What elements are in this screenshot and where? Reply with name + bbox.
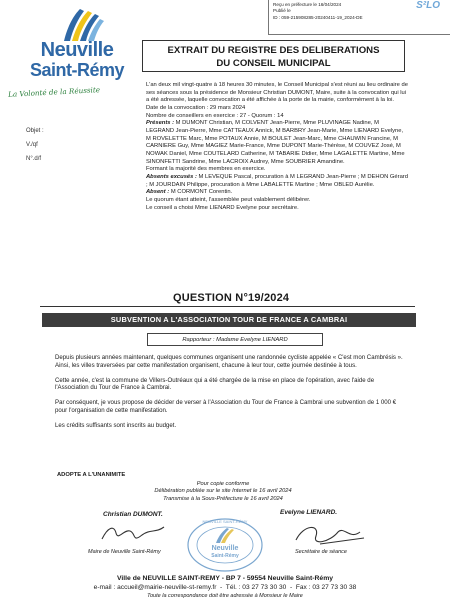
meeting-details [146,82,408,212]
footer-email: e-mail : accueil@mairie-neuville-st-remy.fr [93,584,217,591]
members-count: Nombre de conseillers en exercice : 27 - Quorum : 14 [146,112,284,119]
seal-top-text: NEUVILLE SAINT-RÉMY [202,519,248,524]
mayor-role: Maire de Neuville Saint-Rémy [88,549,161,555]
logo-name-2: Saint-Rémy [29,60,125,80]
paragraph-1b: Ainsi, les villes traversées par cette manifestation organisent, chacune à leur tour, cette journée destinée à tous. [55,361,357,369]
excused-label: Absents excusés : [146,173,197,180]
footer-fax: Fax : 03 27 73 30 38 [295,584,357,591]
convocation-date: Date de la convocation : 29 mars 2024 [146,104,246,111]
logo-wordmark [18,40,136,80]
logo-motto: La Volonté de la Réussite [7,85,101,99]
footer-note: Toute la correspondance doit être adressée à Monsieur le Maire [147,593,303,599]
excused-list: M LEVEQUE Pascal, procuration à M LEGRAND Jean-Pierre ; M DEHON Gérard ; M JOURDAIN Philippe, procuration à Mme LABALETTE Martine ; Mme OBLED Aurélie. [146,173,408,188]
paragraph-3: Par conséquent, je vous propose de décider de verser à l'Association du Tour de France à Cambrai une subvention de 1 000 € pour l'organisation de cette manifestation. [55,399,397,414]
adoption-result: ADOPTE A L'UNANIMITE [57,472,126,478]
absent-list: M CORMONT Corentin. [170,189,233,196]
excused-block [146,174,408,189]
absent-label: Absent : [146,189,170,196]
intro-paragraph: L'an deux mil vingt-quatre à 18 heures 30 minutes, le Conseil Municipal s'est réuni au lieu ordinaire de ses séances sous la présidence de Monsieur Christian DUMONT, Maire, suite à la convocation qui lui a été adressée, laquelle convocation a été affichée à la porte de la mairie, conformément à la loi. [146,82,408,104]
secretary-name: Evelyne LIENARD. [280,509,338,516]
presents-label: Présents : [146,120,175,127]
mayor-signature-icon [98,521,168,547]
paragraph-1a: Depuis plusieurs années maintenant, quelques communes organisent une randonnée cycliste appelée « C'est mon Cambrésis ». [55,354,403,361]
deliberation-text [55,354,405,437]
certified-copy [133,481,313,503]
label-objet: Objet : [26,128,44,134]
secretary-role: Secrétaire de séance [295,549,347,555]
label-vote: V./qf [26,142,38,148]
stamp-id: ID : 059-215908285-20240411-19_2024-DE [273,14,363,20]
divider [40,306,415,307]
document-title [142,40,405,72]
paragraph-1 [55,354,405,370]
quorum-note: Le quorum étant atteint, l'assemblée peut valablement délibérer. [146,196,311,203]
label-num: N°.d/f [26,156,42,162]
question-number: QUESTION N°19/2024 [173,292,290,304]
secretary-note: Le conseil a choisi Mme LIENARD Evelyne pour secrétaire. [146,204,299,211]
copy-line-2: Délibération publiée sur le site Internet le 16 avril 2024 [154,488,292,495]
presents-list: M DUMONT Christian, M COLVENT Jean-Pierre, Mme PLUVINAGE Nadine, M LEGRAND Jean-Pierre, Mme CATTEAUX Annick, M BARBRY Jean-Marie, Mme LIENARD Evelyne, M ROVELETTE Marc, Mme POTAUX Annie, M BOULET Jean-Marc, Mme CHAUWIN Francine, M CARNIERE Guy, Mme MAGIEZ Marie-France, Mme DUPONT Marie-Thérèse, M COUVEZ José, M NOWAK Daniel, Mme COUTELARD Catherine, M TABARIE Didier, Mme LAGALETTE Martine, Mme SINONFETTI Sandrine, Mme LACROIX Audrey, Mme SOUBRIER Amandine. [146,120,405,165]
prefecture-stamp [268,0,450,35]
logo-name-1: Neuville [40,39,114,61]
secretary-signature-icon [290,520,370,550]
paragraph-4: Les crédits suffisants sont inscrits au budget. [55,421,177,429]
question-subject: SUBVENTION A L'ASSOCIATION TOUR DE FRANCE A CAMBRAI [42,313,416,327]
rapporteur: Rapporteur : Madame Evelyne LIENARD [147,333,323,346]
presents-block [146,120,408,166]
copy-line-3: Transmise à la Sous-Préfecture le 16 avril 2024 [163,495,283,502]
stamp-received: Reçu en préfecture le 16/04/2024 [273,2,342,7]
majority-note: Formant la majorité des membres en exercice. [146,166,266,173]
footer-tel: Tél. : 03 27 73 30 30 [225,584,287,591]
stamp-published: Publié le [273,8,291,14]
paragraph-2: Cette année, c'est la commune de Villers-Outréaux qui a été chargée de la mise en place de l'opération, avec l'aide de l'Association du Tour de France à Cambrai. [55,376,375,392]
footer-address: Ville de NEUVILLE SAINT-REMY - BP 7 - 59554 Neuville Saint-Rémy [116,575,334,582]
seal-sub: Saint-Rémy [211,553,239,559]
seal-name: Neuville [211,545,239,552]
mayor-name: Christian DUMONT. [103,511,163,518]
footer-contact: e-mail : accueil@mairie-neuville-st-remy.fr - Tél. : 03 27 73 30 30 - Fax : 03 27 73 30 38 [93,584,357,591]
absent-block [146,189,408,197]
title-line-1: EXTRAIT DU REGISTRE DES DELIBERATIONS [167,45,380,56]
copy-line-1: Pour copie conforme [196,481,250,487]
town-seal [186,517,264,573]
slo-logo: S²LO [416,0,440,11]
title-line-2: DU CONSEIL MUNICIPAL [216,58,331,69]
